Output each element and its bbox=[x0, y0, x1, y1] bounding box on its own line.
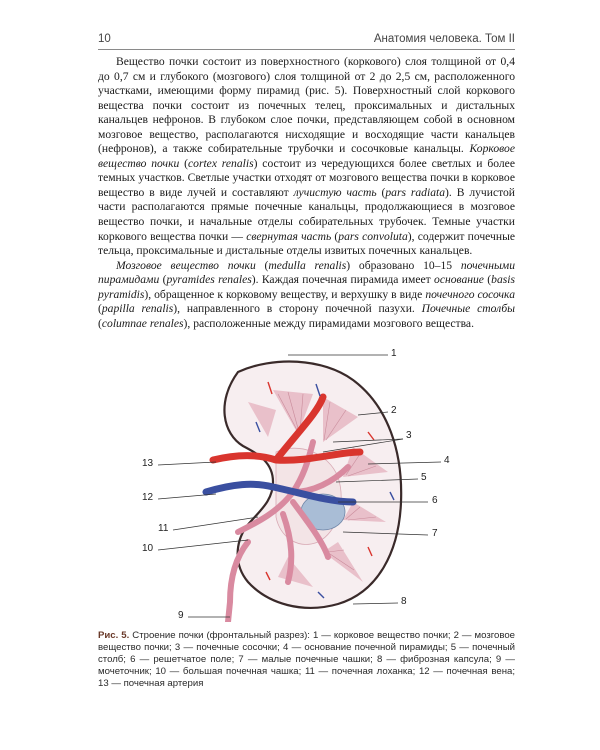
text-run: ( bbox=[98, 316, 102, 330]
figure-label-2: 2 bbox=[391, 405, 397, 416]
body-text bbox=[98, 55, 515, 331]
figure-label-12: 12 bbox=[142, 492, 154, 503]
paragraph bbox=[98, 55, 515, 259]
text-run: ), обращенное к корковому веществу, и верхушку в виде bbox=[144, 287, 426, 301]
text-run: ), расположенные между пирамидами мозгового вещества. bbox=[183, 316, 474, 330]
text-run: ), содержит почечные тельца, проксимальные и дистальные отделы извитых почечных канальцев. bbox=[98, 229, 515, 258]
figure-label-10: 10 bbox=[142, 543, 154, 554]
italic-term: papilla renalis bbox=[101, 302, 174, 316]
figure-label-4: 4 bbox=[444, 455, 450, 466]
figure-label-3: 3 bbox=[406, 430, 412, 441]
figure-label-8: 8 bbox=[401, 596, 407, 607]
text-run: ( bbox=[255, 258, 269, 272]
figure-label-13: 13 bbox=[142, 458, 154, 469]
italic-term: Почечные столбы bbox=[421, 302, 515, 316]
italic-term: cortex renalis bbox=[188, 156, 254, 170]
text-run: ( bbox=[159, 273, 167, 287]
italic-term: columnae renales bbox=[101, 316, 184, 330]
italic-term: лучистую часть bbox=[293, 185, 377, 199]
figure-label-9: 9 bbox=[178, 610, 184, 621]
kidney-figure bbox=[98, 342, 515, 622]
figure-label-11: 11 bbox=[158, 523, 169, 534]
figure-label-7: 7 bbox=[432, 528, 438, 539]
italic-term: pars radiata bbox=[385, 185, 446, 199]
text-run: ). В лучистой части располагаются прямые почечные канальцы, продолжающиеся в мозговое вещество почки, и начальные отделы собирательных трубочек. Темные участки коркового вещества почки — bbox=[98, 185, 516, 243]
italic-term: почечными пирамидами bbox=[98, 258, 515, 287]
text-run: ), направленного в сторону почечной пазухи. bbox=[173, 302, 422, 316]
italic-term: pars convoluta bbox=[338, 229, 408, 243]
figure-label-1: 1 bbox=[391, 348, 397, 359]
text-run: ( bbox=[376, 185, 386, 199]
page-number: 10 bbox=[98, 33, 111, 45]
text-run: ( bbox=[483, 273, 492, 287]
italic-term: medulla renalis bbox=[268, 258, 347, 272]
paragraph bbox=[98, 259, 515, 332]
italic-term: Мозговое вещество почки bbox=[116, 258, 256, 272]
figure-label-6: 6 bbox=[432, 495, 438, 506]
caption-title: Рис. 5. bbox=[98, 630, 130, 641]
text-run: ) образовано 10–15 bbox=[346, 258, 461, 272]
running-header bbox=[98, 31, 515, 50]
text-run: ) состоит из чередующихся более светлых и более темных участков. Светлые участки отходят от мозгового вещества почки в корковое вещество в виде лучей и составляют bbox=[98, 156, 515, 199]
italic-term: свернутая часть bbox=[246, 229, 332, 243]
text-run: Вещество почки состоит из поверхностного (коркового) слоя толщиной от 0,4 до 0,7 см и глубокого (мозгового) слоя толщиной от 2 до 2,5 см, расположенного участками, имеющими форму пирамид (рис. 5). Поверхностный слой коркового вещества почки состоит из почечных телец, проксимальных и дистальных канальцев нефронов. В глубоком слое почки, представляющем собой в основном мозговое вещество, располагаются нисходящие и восходящие части канальцев (нефронов), а также собирательные трубочки и сосочковые канальцы. bbox=[98, 55, 515, 156]
italic-term: pyramides renales bbox=[166, 273, 252, 287]
italic-term: почечного сосочка bbox=[425, 287, 515, 301]
italic-term: basis pyramidis bbox=[98, 273, 515, 301]
figure-label-5: 5 bbox=[421, 472, 427, 483]
italic-term: Корковое вещество почки bbox=[98, 142, 515, 170]
text-run: ( bbox=[179, 156, 188, 170]
running-title: Анатомия человека. Том II bbox=[373, 33, 515, 45]
text-run: ). Каждая почечная пирамида имеет bbox=[251, 273, 435, 287]
figure-caption bbox=[98, 630, 515, 690]
text-run: ( bbox=[98, 302, 102, 316]
text-run: ( bbox=[331, 229, 339, 243]
italic-term: основание bbox=[434, 273, 484, 287]
kidney-illustration bbox=[98, 342, 515, 622]
caption-text: Строение почки (фронтальный разрез): 1 — корковое вещество почки; 2 — мозговое вещество почки; 3 — почечные сосочки; 4 — основание почечной пирамиды; 5 — почечный столб; 6 — решетчатое поле; 7 — малые почечные чашки; 8 — фиброзная капсула; 9 — мочеточник; 10 — большая почечная чашка; 11 — почечная лоханка; 12 — почечная вена; 13 — почечная артерия bbox=[98, 630, 515, 690]
